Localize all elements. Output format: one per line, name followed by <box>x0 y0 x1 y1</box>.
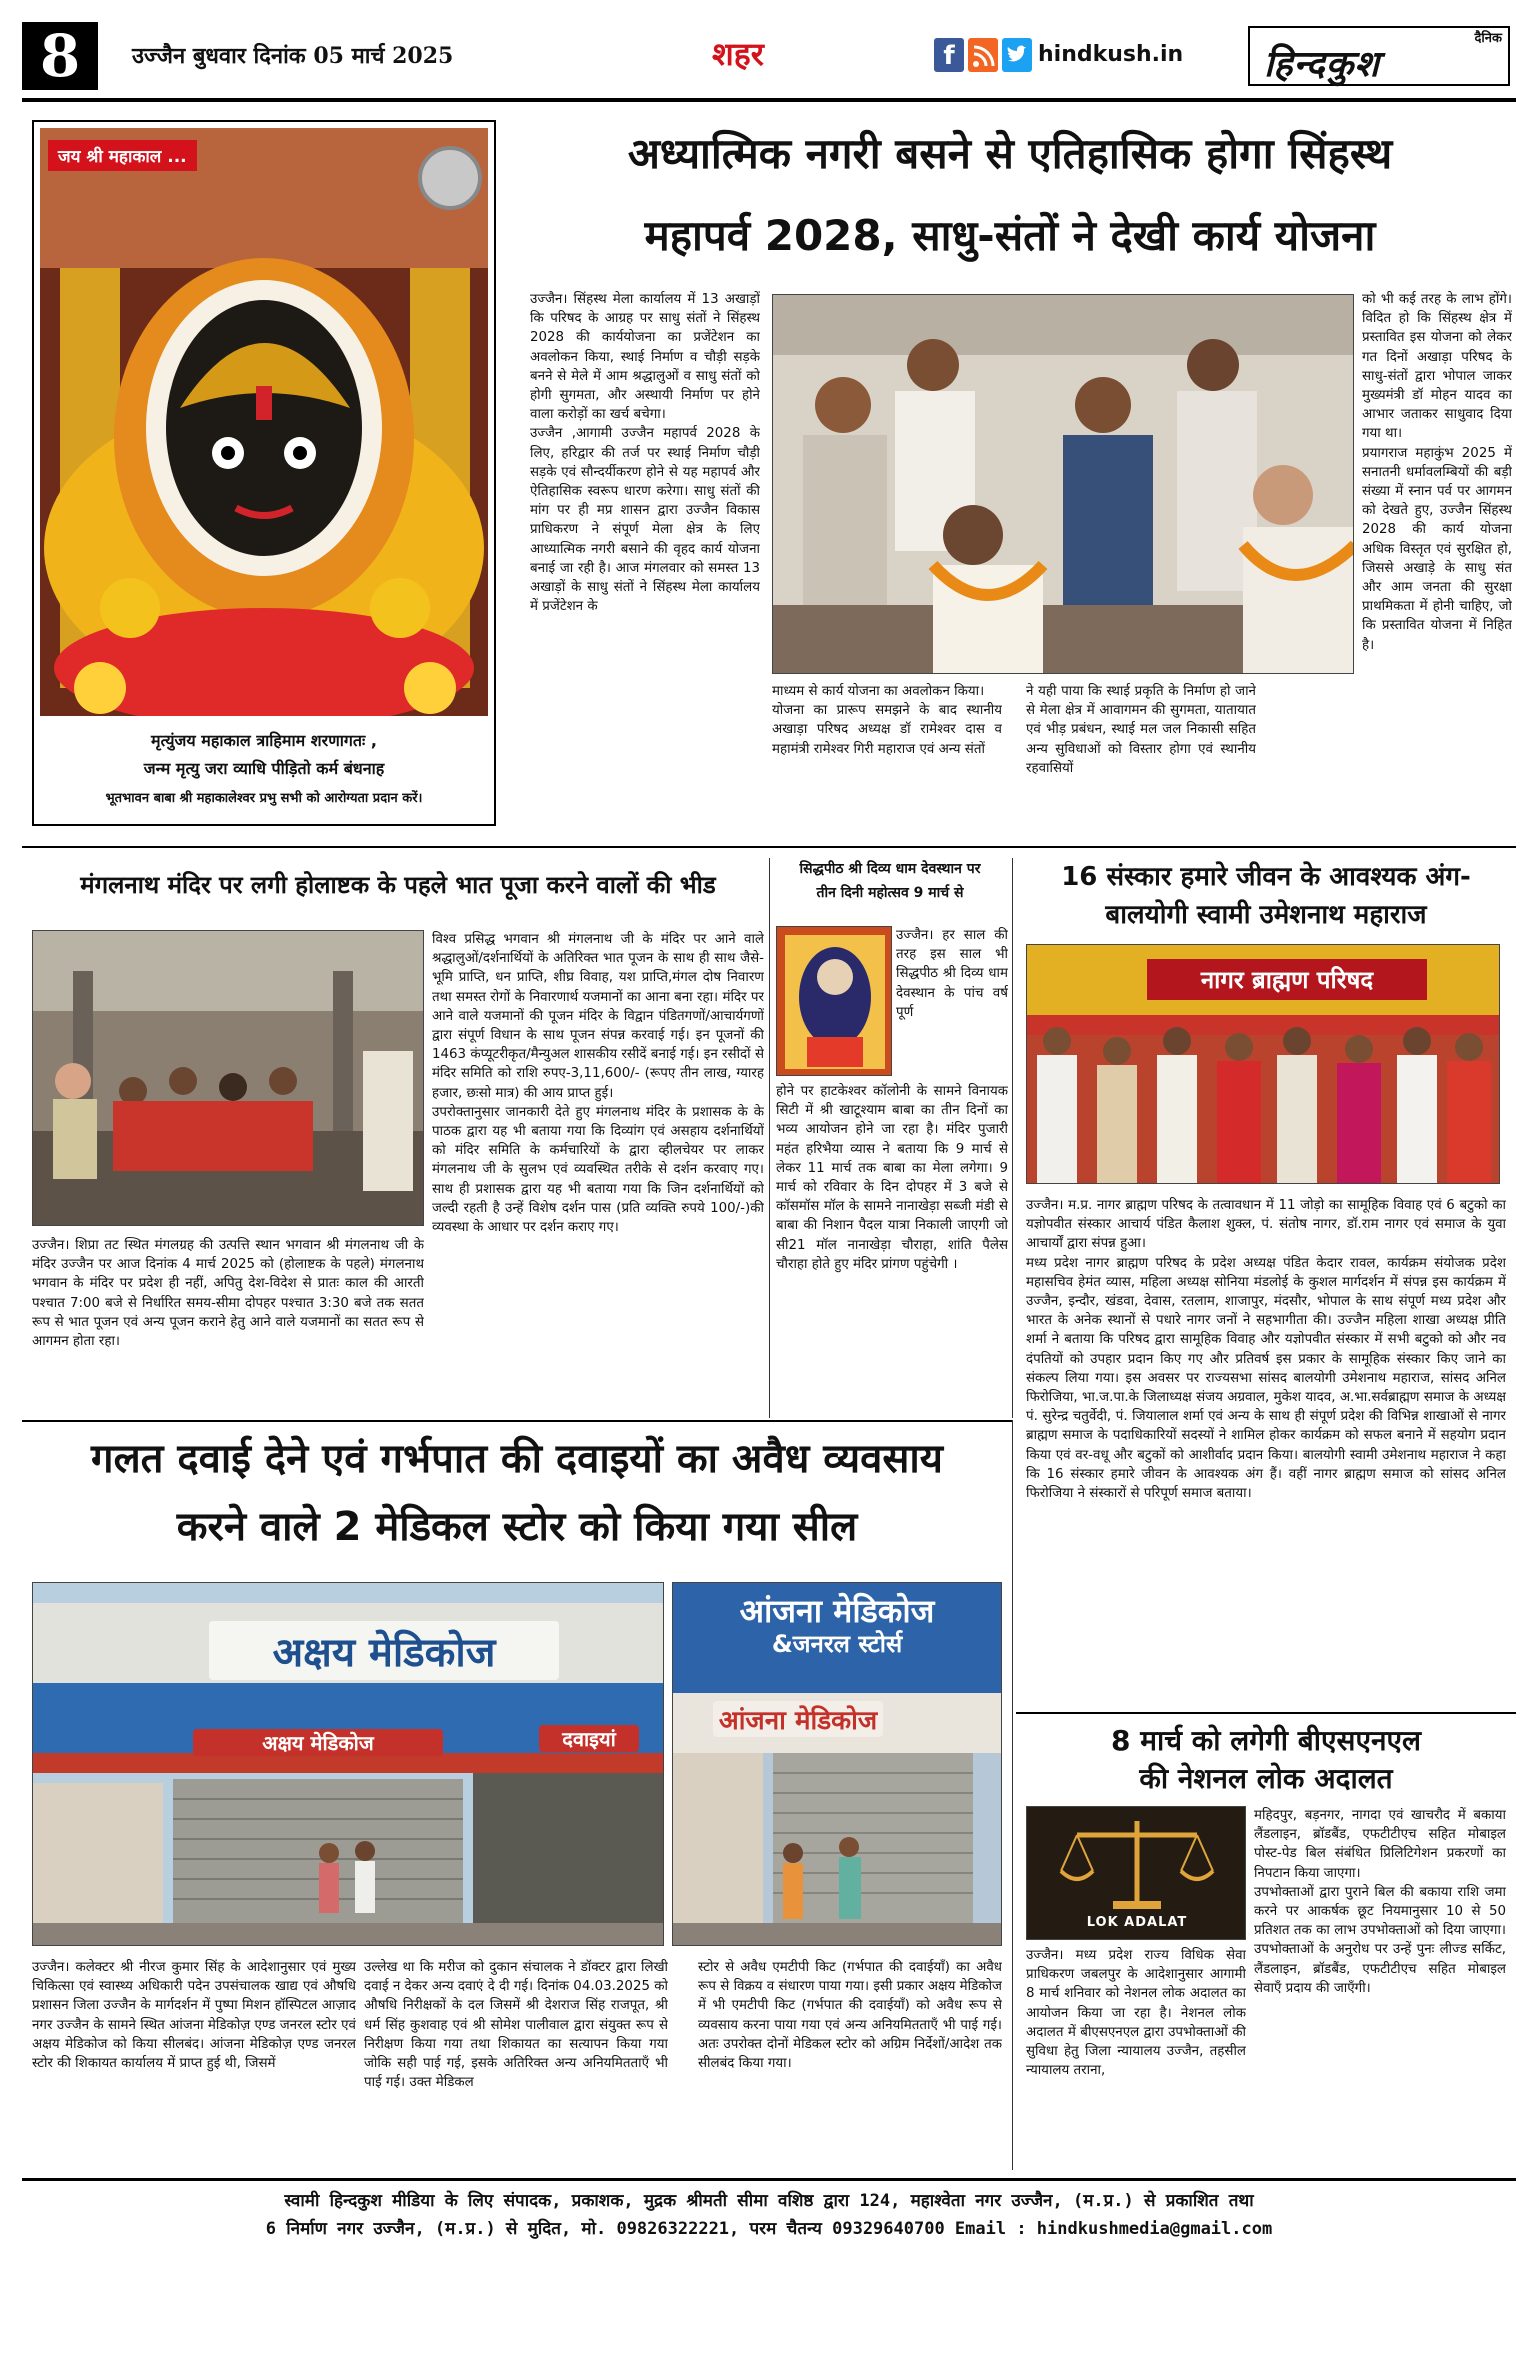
sanskar-headline-1: 16 संस्कार हमारे जीवन के आवश्यक अंग- <box>1061 862 1471 892</box>
lokadalat-headline-2: की नेशनल लोक अदालत <box>1139 1762 1393 1795</box>
anjana-medicos-sign: आंजना मेडिकोज <box>739 1592 935 1630</box>
mahakal-caption-3: भूतभावन बाबा श्री महाकालेश्वर प्रभु सभी को आरोग्यता प्रदान करें। <box>105 791 423 806</box>
footer-imprint-2: 6 निर्माण नगर उज्जैन, (म.प्र.) से मुदित, मो. 09826322221, परम चैतन्य 09329640700 Email : hindkushmedia@gmail.com <box>265 2219 1273 2239</box>
section-name: शहर <box>712 35 764 73</box>
website-url[interactable]: hindkush.in <box>1038 42 1184 67</box>
lok-adalat-label: LOK ADALAT <box>1086 1915 1188 1930</box>
siddhpeeth-text-wide: होने पर हाटकेश्वर कॉलोनी के सामने विनायक सिटी में श्री खाटूश्याम बाबा का तीन दिनों का भव्य आयोजन होने जा रहा है। मंदिर पुजारी महंत हरिभैया व्यास ने बताया कि 9 मार्च से लेकर 11 मार्च तक बाबा का मेला लगेगा। 9 मार्च को रविवार के दिन दोपहर में 3 बजे से कॉसमॉस मॉल के सामने नानाखेड़ा सब्जी मंडी से बाबा की निशान पैदल यात्रा निकाली जाएगी जो सी21 मॉल नानाखेड़ा चौराहा, शांति पैलेस चौराहा होते हुए मंदिर प्रांगण पहुंचेगी । <box>776 1084 1008 1272</box>
twitter-icon[interactable] <box>1002 38 1032 72</box>
dateline: उज्जैन बुधवार दिनांक 05 मार्च 2025 <box>132 43 454 69</box>
lokadalat-photo <box>1026 1806 1246 1940</box>
mangalnath-photo <box>32 930 424 1226</box>
footer-rule <box>22 2178 1516 2181</box>
mahakal-box <box>32 120 496 826</box>
simhastha-headline-1: अध्यात्मिक नगरी बसने से एतिहासिक होगा सिंहस्थ <box>627 129 1393 178</box>
divider-2 <box>22 1420 1012 1422</box>
logo-text: हिन्दकुश <box>1264 43 1380 85</box>
rss-icon[interactable] <box>968 38 998 72</box>
simhastha-col-3: ने यही पाया कि स्थाई प्रकृति के निर्माण हो जाने से मेला क्षेत्र में आवागमन की सुगमता, यातायात एवं भीड़ प्रबंधन, स्थाई मल जल निकासी सहित अन्य सुविधाओं को विस्तार होगा एवं स्थानीय रहवासियों <box>1026 684 1256 776</box>
header-rule <box>22 98 1516 102</box>
lokadalat-left: उज्जैन। मध्य प्रदेश राज्य विधिक सेवा प्राधिकरण जबलपुर के आदेशानुसार आगामी 8 मार्च शनिवार को नेशनल लोक अदालत का आयोजन किया जा रहा है। नेशनल लोक अदालत में बीएसएनएल द्वारा उपभोक्ताओं की सुविधा हेतु जिला न्यायालय उज्जैन, तहसील न्यायालय तराना, <box>1026 1948 1246 2079</box>
separator-mangal-siddh <box>769 858 770 1418</box>
separator-medical-lok <box>1012 1420 1013 2170</box>
medical-headline-1: गलत दवाई देने एवं गर्भपात की दवाइयों का अवैध व्यवसाय <box>91 1436 943 1482</box>
anjana-medicos-photo <box>672 1582 1002 1946</box>
separator-siddh-sanskar <box>1012 858 1013 1418</box>
divider-3 <box>1016 1712 1516 1714</box>
akshay-medicos-small-sign: अक्षय मेडिकोज <box>193 1729 443 1756</box>
masthead <box>22 22 1516 94</box>
medical-col-1: उज्जैन। कलेक्टर श्री नीरज कुमार सिंह के आदेशानुसार एवं मुख्य चिकित्सा एवं स्वास्थ्य अधिकारी पदेन उपसंचालक खाद्य एवं औषधि प्रशासन जिला उज्जैन के मार्गदर्शन में पुष्पा मिशन हॉस्पिटल आज़ाद नगर उज्जैन के सामने स्थित आंजना मेडिकोज़ एण्ड जनरल स्टोर एवं अक्षय मेडिकोज को किया सीलबंद। आंजना मेडिकोज़ एण्ड जनरल स्टोर की शिकायत कार्यालय में प्राप्त हुई थी, जिसमें <box>32 1960 356 2072</box>
siddhpeeth-headline-1: सिद्धपीठ श्री दिव्य धाम देवस्थान पर <box>799 861 981 877</box>
siddhpeeth-photo <box>776 926 892 1076</box>
page-number: 8 <box>22 22 98 90</box>
footer-imprint-1: स्वामी हिन्दकुश मीडिया के लिए संपादक, प्रकाशक, मुद्रक श्रीमती सीमा वशिष्ठ द्वारा 124, महाश्वेता नगर उज्जैन, (म.प्र.) से प्रकाशित तथा <box>284 2191 1254 2211</box>
sanskar-headline-2: बालयोगी स्वामी उमेशनाथ महाराज <box>1105 900 1427 930</box>
akshay-medicos-sign: अक्षय मेडिकोज <box>209 1621 559 1680</box>
anjana-general-stores-sign: &जनरल स्टोर्स <box>771 1630 903 1658</box>
medical-col-2: उल्लेख था कि मरीज को दुकान संचालक ने डॉक्टर द्वारा लिखी दवाई न देकर अन्य दवाएं दे दी गई। दिनांक 04.03.2025 को औषधि निरीक्षकों के दल जिसमें श्री देशराज सिंह राजपूत, श्री धर्म सिंह कुशवाह एवं श्री सोमेश पालीवाल द्वारा संयुक्त रूप से निरीक्षण किया गया तथा शिकायत का सत्यापन किया गया जोकि सही पाई गई, इसके अतिरिक्त अन्य अनियमितताएँ भी पाई गई। उक्त मेडिकल <box>364 1960 668 2091</box>
mahakal-photo <box>40 128 488 716</box>
mangalnath-col-1: उज्जैन। शिप्रा तट स्थित मंगलग्रह की उत्पत्ति स्थान भगवान श्री मंगलनाथ जी के मंदिर उज्जैन पर आज दिनांक 4 मार्च 2025 को (होलाष्टक के पहले) मंगलनाथ भगवान के मंदिर पर प्रदेश ही नहीं, अपितु देश-विदेश से प्रातः काल की आरती पश्चात 7:00 बजे से निर्धारित समय-सीमा दोपहर पश्चात 3:30 बजे तक सतत रूप से भात पूजन एवं अन्य पूजन कराने हेतु आने वाले यजमानों का सतत रूप से आगमन होता रहा। <box>32 1238 424 1350</box>
medical-headline-2: करने वाले 2 मेडिकल स्टोर को किया गया सील <box>176 1504 858 1550</box>
parishad-banner: नागर ब्राह्मण परिषद <box>1147 959 1427 1000</box>
lokadalat-headline-1: 8 मार्च को लगेगी बीएसएनएल <box>1111 1724 1421 1757</box>
anjana-medicos-small-sign: आंजना मेडिकोज <box>713 1701 883 1737</box>
lokadalat-side: महिदपुर, बड़नगर, नागदा एवं खाचरौद में बकाया लैंडलाइन, ब्रॉडबैंड, एफटीटीएच सहित मोबाइल पोस्ट-पेड बिल संबंधित प्रिलिटिगेशन प्रकरणों का निपटान किया जाएगा। उपभोक्ताओं द्वारा पुराने बिल की बकाया राशि जमा करने पर आकर्षक छूट नियमानुसार 10 से 50 प्रतिशत तक का लाभ उपभोक्ताओं को दिया जाएगा। उपभोक्ताओं के अनुरोध पर उन्हें पुनः लीज्ड सर्किट, लैंडलाइन, ब्रॉडबैंड, एफटीटीएच सहित मोबाइल सेवाएँ प्रदाय की जाएँगी। <box>1254 1808 1506 1996</box>
newspaper-logo <box>1248 26 1510 86</box>
simhastha-col-1: उज्जैन। सिंहस्थ मेला कार्यालय में 13 अखाड़ों कि परिषद के आग्रह पर साधु संतों ने सिंहस्थ 2028 की कार्ययोजना का प्रजेंटेशन का अवलोकन किया, स्थाई निर्माण व चौड़ी सड़के बनने से मेले में आम श्रद्धालुओं व साधु संतों को होगी सुगमता, और अस्थायी निर्माण पर होने वाला करोड़ों का खर्च बचेगा। उज्जैन ,आगामी उज्जैन महापर्व 2028 के लिए, हरिद्वार की तर्ज पर स्थाई निर्माण चौड़ी सड़के एवं सौन्दर्यीकरण होने से यह महापर्व और ऐतिहासिक स्वरूप धारण करेगा। साधु संतों की मांग पर ही मप्र शासन द्वारा उज्जैन विकास प्राधिकरण ने संपूर्ण मेला क्षेत्र के लिए आध्यात्मिक नगरी बसाने की वृहद कार्य योजना बनाई जा रही है। आज मंगलवार को समस्त 13 अखाड़ों के साधु संतों ने सिंहस्थ मेला कार्यालय में प्रजेंटेशन के <box>530 292 760 615</box>
dawaiyan-sign: दवाइयां <box>539 1725 639 1752</box>
siddhpeeth-text-narrow: उज्जैन। हर साल की तरह इस साल भी सिद्धपीठ श्री दिव्य धाम देवस्थान के पांच वर्ष पूर्ण <box>896 928 1008 1020</box>
sanskar-body: उज्जैन। म.प्र. नागर ब्राह्मण परिषद के तत्वावधान में 11 जोड़ो का सामूहिक विवाह एवं 6 बटुको का यज्ञोपवीत संस्कार आचार्य पंडित कैलाश शुक्ल, पं. संतोष नागर, डॉ.राम नागर एवं समाज के युवा आचार्यों द्वारा संपन्न हुआ। मध्य प्रदेश नागर ब्राह्मण परिषद के प्रदेश अध्यक्ष पंडित केदार रावल, कार्यक्रम संयोजक प्रदेश महासचिव हेमंत व्यास, महिला अध्यक्ष सोनिया मंडलोई के कुशल मार्गदर्शन में संपन्न इस कार्यक्रम में उज्जैन, इन्दौर, खंडवा, देवास, रतलाम, शाजापुर, मंदसौर, भोपाल के साथ संपूर्ण मध्य प्रदेश और भारत के अनेक स्थानों से पधारे नागर जनों ने सहभागीता की। उज्जैन महिला शाखा अध्यक्ष प्रीति शर्मा ने बताया कि परिषद द्वारा सामूहिक विवाह और यज्ञोपवीत संस्कार में सभी बटुको को और नव दंपतियों को उपहार प्रदान किए गए और प्रतिवर्ष इस प्रकार के सामूहिक संस्कार किए जाने का संकल्प लिया गया। इस अवसर पर राज्यसभा सांसद बालयोगी उमेशनाथ महाराज, सांसद अनिल फिरोजिया, भा.ज.पा.के जिलाध्यक्ष संजय अग्रवाल, मुकेश यादव, अ.भा.सर्वब्राह्मण समाज के अध्यक्ष पं. सुरेन्द्र चतुर्वेदी, पं. जियालाल शर्मा एवं अन्य के साथ ही संपूर्ण प्रदेश की विभिन्न शाखाओं से नागर ब्राह्मण समाज के पदाधिकारियों सदस्यों ने शामिल होकर कार्यक्रम को सफल बनाने में सहयोग प्रदान किया एवं वर-वधू और बटुकों को आशीर्वाद प्रदान किया। बालयोगी स्वामी उमेशनाथ महाराज ने कहा कि 16 संस्कार हमारे जीवन के आवश्यक अंग हैं। वहीं नागर ब्राह्मण समाज को सांसद अनिल फिरोजिया ने संस्कारों से परिपूर्ण समाज बताया। <box>1026 1198 1506 1502</box>
mahakal-caption-1: मृत्युंजय महाकाल त्राहिमाम शरणागतः , <box>151 731 377 750</box>
divider-1 <box>22 846 1516 848</box>
simhastha-headline-2: महापर्व 2028, साधु-संतों ने देखी कार्य योजना <box>644 211 1376 260</box>
logo-daily-label: दैनिक <box>1474 31 1502 46</box>
simhastha-photo <box>772 294 1354 674</box>
akshay-medicos-photo <box>32 1582 664 1946</box>
jai-mahakal-tag: जय श्री महाकाल ... <box>48 140 197 171</box>
mangalnath-col-2: विश्व प्रसिद्ध भगवान श्री मंगलनाथ जी के मंदिर पर आने वाले श्रद्धालुओं/दर्शनार्थियों के अतिरिक्त भात पूजन के साथ ही साथ जैसे- भूमि प्राप्ति, धन प्राप्ति, शीघ्र विवाह, यश प्राप्ति,मंगल दोष निवारण तथा समस्त रोगों के निवारणार्थ यजमानों का आना बना रहा। मंदिर पर आने वाले यजमानों की पूजन मंदिर के विद्वान पंडितगणों/आचार्यगणों द्वारा संपूर्ण विधान के साथ पूजन संपन्न करवाई गई। इन पूजनों की 1463 कंप्यूटरीकृत/मैन्युअल शासकीय रसीदें बनाई गई। इन रसीदों से मंदिर समिति को राशि रुपए-3,11,600/- (रूपए तीन लाख, ग्यारह हजार, छःसो मात्र) की आय प्राप्त हुई। उपरोक्तानुसार जानकारी देते हुए मंगलनाथ मंदिर के प्रशासक के के पाठक द्वारा यह भी बताया गया कि दिव्यांग एवं असहाय दर्शनार्थियों को मंदिर समिति के कर्मचारियों के द्वारा व्हीलचेयर पर लाकर मंगलनाथ जी के सुलभ एवं व्यवस्थित तरीके से दर्शन करवाए गए। साथ ही प्रशासक द्वारा यह भी बताया गया कि जिन दर्शनार्थियों को जल्दी रहती है उन्हें विशेष दर्शन पास (प्रति व्यक्ति रुपये 100/-)की व्यवस्था के आधार पर दर्शन कराए गए। <box>432 932 764 1236</box>
mangalnath-headline: मंगलनाथ मंदिर पर लगी होलाष्टक के पहले भात पूजा करने वालों की भीड <box>80 871 716 899</box>
facebook-icon[interactable]: f <box>934 38 964 72</box>
sanskar-photo <box>1026 944 1500 1184</box>
mahakal-caption-2: जन्म मृत्यु जरा व्याधि पीड़ितो कर्म बंधनाह <box>143 759 385 778</box>
simhastha-col-4: को भी कई तरह के लाभ होंगे। विदित हो कि सिंहस्थ क्षेत्र में प्रस्तावित इस योजना को लेकर गत दिनों अखाड़ा परिषद के साधु-संतों द्वारा भोपाल जाकर मुख्यमंत्री डॉ मोहन यादव का आभार जताकर साधुवाद दिया गया था। प्रयागराज महाकुंभ 2025 में सनातनी धर्मावलम्बियों की बड़ी संख्या में स्नान पर्व पर आगमन को देखते हुए, उज्जैन सिंहस्थ 2028 की कार्य योजना अधिक विस्तृत एवं सुरक्षित हो, जिससे अखाड़े के साधु संत और आम जनता की सुरक्षा प्राथमिकता में होनी चाहिए, जो कि प्रस्तावित योजना में निहित है। <box>1362 292 1512 653</box>
simhastha-col-2: माध्यम से कार्य योजना का अवलोकन किया। योजना का प्रारूप समझने के बाद स्थानीय अखाड़ा परिषद अध्यक्ष डॉ रामेश्वर दास व महामंत्री रामेश्वर गिरी महाराज एवं अन्य संतों <box>772 684 1002 757</box>
siddhpeeth-headline-2: तीन दिनी महोत्सव 9 मार्च से <box>816 885 964 901</box>
medical-col-3: स्टोर से अवैध एमटीपी किट (गर्भपात की दवाईयाँ) का अवैध रूप से विक्रय व संधारण पाया गया। इसी प्रकार अक्षय मेडिकोज में भी एमटीपी किट (गर्भपात की दवाईयाँ) को अवैध रूप से व्यवसाय करना पाया गया एवं अन्य अनियमितताएँ भी पाई गई। अतः उपरोक्त दोनों मेडिकल स्टोर को अग्रिम निर्देशों/आदेश तक सीलबंद किया गया। <box>698 1960 1002 2072</box>
